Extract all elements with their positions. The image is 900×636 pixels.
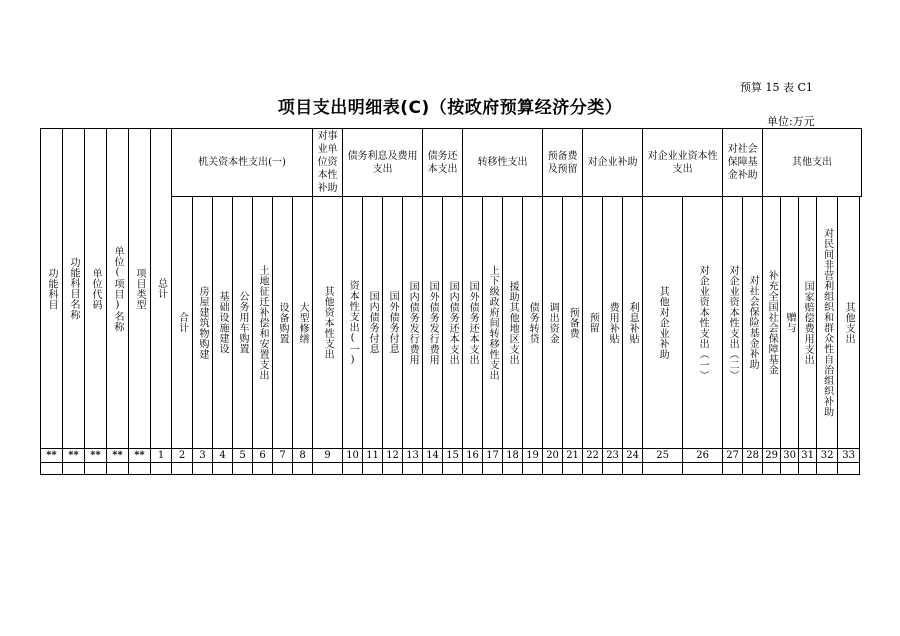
column-number: 1 bbox=[151, 449, 172, 463]
empty-cell bbox=[85, 463, 107, 475]
group-debt-interest bbox=[343, 129, 423, 197]
empty-cell bbox=[313, 463, 343, 475]
col-header-c13: 国内债务发行费用 bbox=[403, 197, 423, 449]
col-header-c20: 调出资金 bbox=[543, 197, 563, 449]
star-cell: ** bbox=[63, 449, 85, 463]
empty-cell bbox=[403, 463, 423, 475]
column-number: 19 bbox=[523, 449, 543, 463]
col-header-c25: 其他对企业补助 bbox=[643, 197, 683, 449]
col-header-c27: 对企业资本性支出（二） bbox=[723, 197, 743, 449]
col-header-func-subject: 功能科目 bbox=[41, 129, 63, 449]
group-label: 预备费及预留 bbox=[547, 150, 578, 175]
budget-table bbox=[40, 128, 862, 475]
col-header-c19: 债务转贷 bbox=[523, 197, 543, 449]
column-number: 30 bbox=[781, 449, 799, 463]
column-number: 11 bbox=[363, 449, 383, 463]
col-header-c9: 其他资本性支出 bbox=[313, 197, 343, 449]
empty-cell bbox=[743, 463, 763, 475]
page-title: 项目支出明细表(C)（按政府预算经济分类） bbox=[277, 98, 623, 118]
col-header-c11: 国内债务付息 bbox=[363, 197, 383, 449]
group-debt-principal bbox=[423, 129, 463, 197]
empty-cell bbox=[193, 463, 213, 475]
column-number: 27 bbox=[723, 449, 743, 463]
empty-cell bbox=[363, 463, 383, 475]
group-label: 对企业补助 bbox=[587, 157, 638, 168]
column-number: 29 bbox=[763, 449, 781, 463]
column-number: 6 bbox=[253, 449, 273, 463]
col-header-c7: 设备购置 bbox=[273, 197, 293, 449]
group-reserve bbox=[543, 129, 583, 197]
column-number: 9 bbox=[313, 449, 343, 463]
col-header-total: 总计 bbox=[151, 129, 172, 449]
group-enterprise-capital bbox=[643, 129, 723, 197]
empty-cell bbox=[781, 463, 799, 475]
col-header-c30: 赠与 bbox=[781, 197, 799, 449]
col-header-c16: 国外债务还本支出 bbox=[463, 197, 483, 449]
column-number: 16 bbox=[463, 449, 483, 463]
empty-cell bbox=[63, 463, 85, 475]
column-number: 26 bbox=[683, 449, 723, 463]
group-enterprise-subsidy bbox=[583, 129, 643, 197]
empty-cell bbox=[563, 463, 583, 475]
empty-cell bbox=[273, 463, 293, 475]
empty-cell bbox=[151, 463, 172, 475]
col-header-c23: 费用补贴 bbox=[603, 197, 623, 449]
group-institution-capital-subsidy bbox=[313, 129, 343, 197]
col-header-c6: 土地征迁补偿和安置支出 bbox=[253, 197, 273, 449]
column-number: 18 bbox=[503, 449, 523, 463]
empty-cell bbox=[503, 463, 523, 475]
column-number: 3 bbox=[193, 449, 213, 463]
col-header-c17: 上下级政府间转移性支出 bbox=[483, 197, 503, 449]
star-cell: ** bbox=[129, 449, 151, 463]
empty-cell bbox=[233, 463, 253, 475]
col-header-c8: 大型修缮 bbox=[293, 197, 313, 449]
group-label: 转移性支出 bbox=[477, 157, 528, 168]
empty-cell bbox=[838, 463, 860, 475]
empty-cell bbox=[129, 463, 151, 475]
group-social-security bbox=[723, 129, 763, 197]
empty-cell bbox=[723, 463, 743, 475]
col-header-c18: 援助其他地区支出 bbox=[503, 197, 523, 449]
column-number: 2 bbox=[172, 449, 193, 463]
column-number: 4 bbox=[213, 449, 233, 463]
col-header-c24: 利息补贴 bbox=[623, 197, 643, 449]
col-header-c22: 预留 bbox=[583, 197, 603, 449]
column-number: 28 bbox=[743, 449, 763, 463]
group-label: 对企业业资本性支出 bbox=[647, 150, 718, 175]
group-label: 债务利息及费用支出 bbox=[347, 150, 418, 175]
column-number: 23 bbox=[603, 449, 623, 463]
column-number: 8 bbox=[293, 449, 313, 463]
column-number: 25 bbox=[643, 449, 683, 463]
col-header-unit-name: 单位(项目)名称 bbox=[107, 129, 129, 449]
empty-cell bbox=[523, 463, 543, 475]
col-header-c3: 房屋建筑物购建 bbox=[193, 197, 213, 449]
empty-cell bbox=[41, 463, 63, 475]
column-number: 20 bbox=[543, 449, 563, 463]
empty-cell bbox=[443, 463, 463, 475]
col-header-c28: 对社会保险基金补助 bbox=[743, 197, 763, 449]
empty-cell bbox=[107, 463, 129, 475]
empty-cell bbox=[253, 463, 273, 475]
empty-cell bbox=[343, 463, 363, 475]
group-label: 对事业单位资本性补助 bbox=[317, 131, 338, 194]
column-number: 14 bbox=[423, 449, 443, 463]
empty-cell bbox=[463, 463, 483, 475]
col-header-c15: 国内债务还本支出 bbox=[443, 197, 463, 449]
group-label: 债务还本支出 bbox=[427, 150, 458, 175]
star-cell: ** bbox=[41, 449, 63, 463]
empty-cell bbox=[583, 463, 603, 475]
column-number: 22 bbox=[583, 449, 603, 463]
column-number: 17 bbox=[483, 449, 503, 463]
empty-cell bbox=[543, 463, 563, 475]
column-number: 12 bbox=[383, 449, 403, 463]
empty-cell bbox=[623, 463, 643, 475]
column-number: 32 bbox=[817, 449, 838, 463]
column-number-row bbox=[41, 449, 862, 463]
empty-cell bbox=[799, 463, 817, 475]
empty-cell bbox=[763, 463, 781, 475]
group-capital-expenditure-1 bbox=[172, 129, 313, 197]
col-header-c5: 公务用车购置 bbox=[233, 197, 253, 449]
column-number: 15 bbox=[443, 449, 463, 463]
column-number: 33 bbox=[838, 449, 860, 463]
col-header-c21: 预备费 bbox=[563, 197, 583, 449]
col-header-c26: 对企业资本性支出（一） bbox=[683, 197, 723, 449]
unit-label: 单位:万元 bbox=[767, 115, 815, 128]
column-number: 5 bbox=[233, 449, 253, 463]
group-label: 机关资本性支出(一) bbox=[198, 157, 286, 168]
col-header-c12: 国外债务付息 bbox=[383, 197, 403, 449]
empty-cell bbox=[293, 463, 313, 475]
col-header-c31: 国家赔偿费用支出 bbox=[799, 197, 817, 449]
empty-cell bbox=[683, 463, 723, 475]
col-header-c33: 其他支出 bbox=[838, 197, 860, 449]
col-header-c29: 补充全国社会保障基金 bbox=[763, 197, 781, 449]
empty-cell bbox=[483, 463, 503, 475]
column-number: 24 bbox=[623, 449, 643, 463]
column-number: 21 bbox=[563, 449, 583, 463]
star-cell: ** bbox=[85, 449, 107, 463]
col-header-c14: 国外债务发行费用 bbox=[423, 197, 443, 449]
empty-data-row bbox=[41, 463, 862, 475]
col-header-c10: 资本性支出(一) bbox=[343, 197, 363, 449]
col-header-c2: 合计 bbox=[172, 197, 193, 449]
group-transfer-expenditure bbox=[463, 129, 543, 197]
empty-cell bbox=[817, 463, 838, 475]
empty-cell bbox=[603, 463, 623, 475]
empty-cell bbox=[213, 463, 233, 475]
column-number: 7 bbox=[273, 449, 293, 463]
group-label: 对社会保障基金补助 bbox=[727, 144, 758, 181]
column-number: 13 bbox=[403, 449, 423, 463]
col-header-c4: 基础设施建设 bbox=[213, 197, 233, 449]
empty-cell bbox=[383, 463, 403, 475]
col-header-func-subject-name: 功能科目名称 bbox=[63, 129, 85, 449]
empty-cell bbox=[172, 463, 193, 475]
col-header-c32: 对民间非营利组织和群众性自治组织补助 bbox=[817, 197, 838, 449]
star-cell: ** bbox=[107, 449, 129, 463]
group-label: 其他支出 bbox=[792, 157, 833, 168]
table-code: 预算 15 表 C1 bbox=[740, 81, 813, 94]
col-header-project-type: 项目类型 bbox=[129, 129, 151, 449]
col-header-unit-code: 单位代码 bbox=[85, 129, 107, 449]
empty-cell bbox=[643, 463, 683, 475]
empty-cell bbox=[423, 463, 443, 475]
group-other-expenditure bbox=[763, 129, 862, 197]
column-number: 10 bbox=[343, 449, 363, 463]
column-number: 31 bbox=[799, 449, 817, 463]
